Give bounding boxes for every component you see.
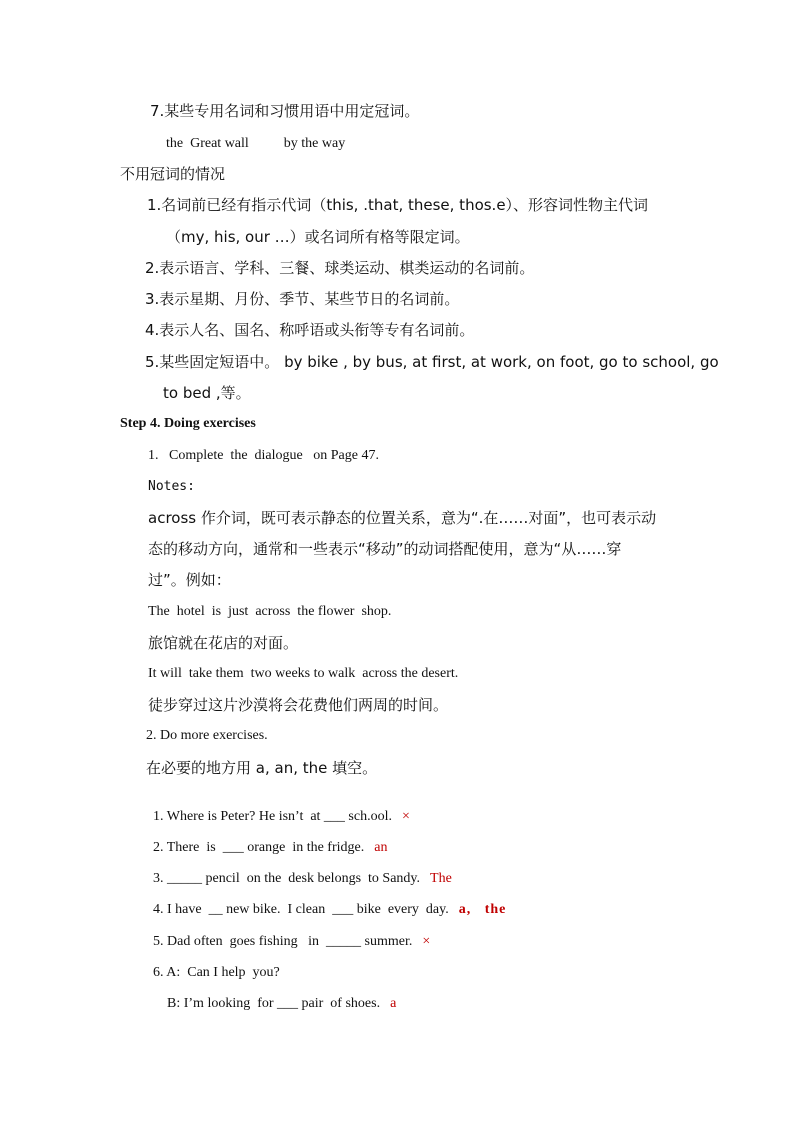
step-4-heading: Step 4. Doing exercises	[120, 416, 256, 431]
rule-item-7-title: 7.某些专用名词和习惯用语中用定冠词。	[150, 102, 420, 120]
exercise-answer: an	[374, 840, 388, 855]
example-1-english: The hotel is just across the flower shop.	[148, 604, 392, 619]
task-1: 1. Complete the dialogue on Page 47.	[148, 448, 379, 463]
note-line-1: across 作介词，既可表示静态的位置关系，意为“.在……对面”，也可表示动	[148, 509, 657, 527]
no-article-rule-2: 2.表示语言、学科、三餐、球类运动、棋类运动的名词前。	[145, 259, 535, 277]
exercise-text: 4. I have __ new bike. I clean ___ bike every day.	[153, 902, 449, 917]
exercise-text: 3. _____ pencil on the desk belongs to Sandy.	[153, 871, 421, 886]
exercise-text: 6. A: Can I help you?	[153, 965, 280, 980]
section-heading-no-article: 不用冠词的情况	[120, 165, 226, 183]
exercise-text: B: I’m looking for ___ pair of shoes.	[167, 996, 381, 1011]
note-line-2: 态的移动方向，通常和一些表示“移动”的动词搭配使用，意为“从……穿	[148, 540, 622, 558]
note-line-3: 过”。例如：	[148, 571, 231, 589]
example-1-chinese: 旅馆就在花店的对面。	[148, 634, 299, 652]
no-article-rule-5-line-2: to bed ,等。	[163, 384, 251, 402]
task-2-instruction: 在必要的地方用 a, an, the 填空。	[146, 759, 378, 777]
no-article-rule-3: 3.表示星期、月份、季节、某些节日的名词前。	[145, 290, 460, 308]
no-article-rule-5-line-1: 5.某些固定短语中。 by bike , by bus, at first, at work, on foot, go to school, go	[145, 353, 719, 371]
example-2-chinese: 徒步穿过这片沙漠将会花费他们两周的时间。	[148, 696, 449, 714]
no-article-rule-4: 4.表示人名、国名、称呼语或头衔等专有名词前。	[145, 321, 475, 339]
exercise-item-6b	[160, 977, 396, 1013]
exercise-answer: a	[390, 996, 397, 1011]
rule-item-7-examples: the Great wall by the way	[166, 136, 346, 151]
exercise-answer: The	[430, 871, 452, 886]
example-2-english: It will take them two weeks to walk across the desert.	[148, 666, 459, 681]
exercise-answer: a, the	[458, 902, 507, 917]
exercise-text: 5. Dad often goes fishing in _____ summer.	[153, 934, 413, 949]
exercise-text: 1. Where is Peter? He isn’t at ___ sch.ool.	[153, 809, 392, 824]
task-2: 2. Do more exercises.	[146, 728, 268, 743]
no-article-rule-1-line-1: 1.名词前已经有指示代词（this, .that, these, thos.e）、形容词性物主代词	[147, 196, 649, 214]
exercise-item-4	[146, 883, 506, 919]
notes-label: Notes:	[148, 479, 195, 494]
exercise-text: 2. There is ___ orange in the fridge.	[153, 840, 365, 855]
no-article-rule-1-line-2: （my, his, our …）或名词所有格等限定词。	[166, 228, 470, 246]
exercise-answer: ×	[401, 809, 410, 824]
exercise-answer: ×	[422, 934, 431, 949]
